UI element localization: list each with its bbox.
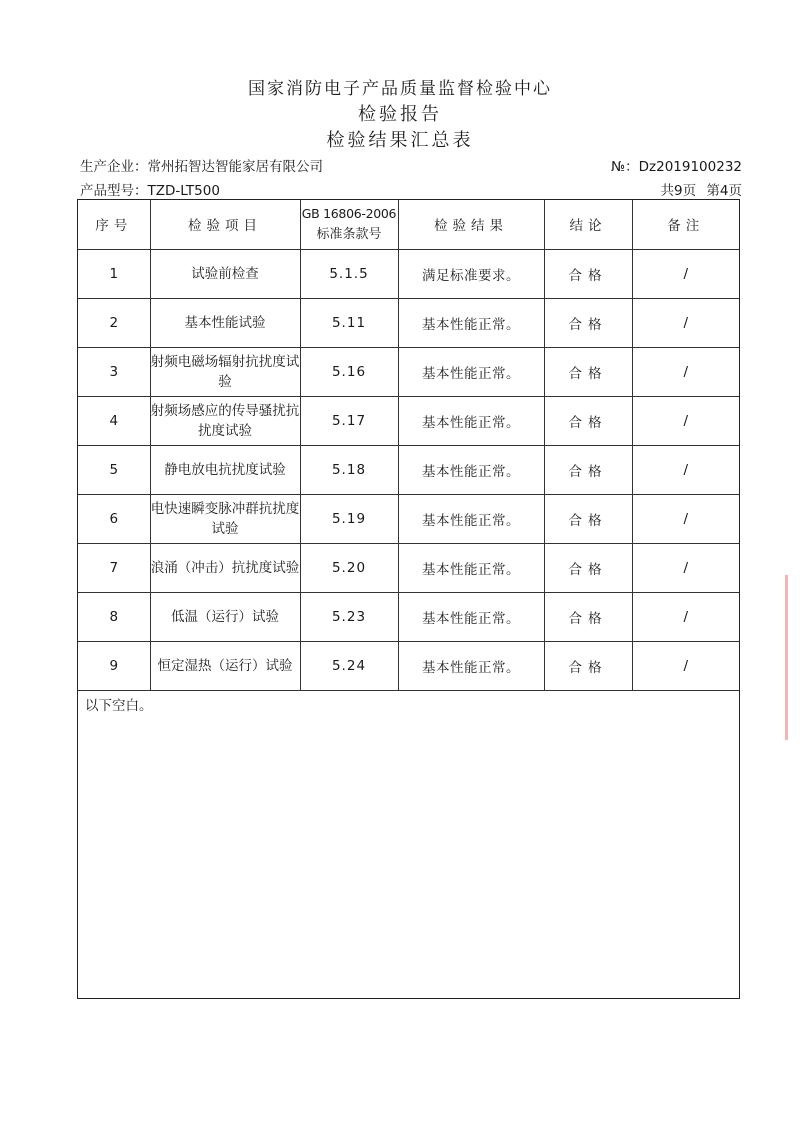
table-row <box>78 494 739 543</box>
header-standard-code: GB 16806-2006 <box>301 206 397 222</box>
header-remark: 备注 <box>632 200 739 249</box>
row-remark: / <box>632 445 739 494</box>
page-count: 共9页 第4页 <box>660 183 742 199</box>
row-item: 静电放电抗扰度试验 <box>150 445 300 494</box>
header-verdict: 结论 <box>544 200 632 249</box>
row-result: 基本性能正常。 <box>398 445 544 494</box>
row-clause: 5.24 <box>300 641 398 690</box>
table-row <box>78 298 739 347</box>
row-seq: 5 <box>78 445 150 494</box>
row-seq: 3 <box>78 347 150 396</box>
header-standard-label: 标准条款号 <box>316 227 382 243</box>
row-clause: 5.23 <box>300 592 398 641</box>
row-item: 试验前检查 <box>150 249 300 298</box>
table-row <box>78 445 739 494</box>
row-seq: 7 <box>78 543 150 592</box>
row-item: 浪涌（冲击）抗扰度试验 <box>150 543 300 592</box>
table-row <box>78 347 739 396</box>
row-clause: 5.17 <box>300 396 398 445</box>
report-title: 检验报告 <box>358 104 442 125</box>
row-clause: 5.19 <box>300 494 398 543</box>
row-clause: 5.11 <box>300 298 398 347</box>
model-line <box>80 179 220 199</box>
table-row <box>78 249 739 298</box>
row-verdict: 合格 <box>544 445 632 494</box>
blank-below-note: 以下空白。 <box>85 698 153 714</box>
company-name: 常州拓智达智能家居有限公司 <box>147 159 323 175</box>
row-remark: / <box>632 494 739 543</box>
row-seq: 4 <box>78 396 150 445</box>
header-result: 检验结果 <box>398 200 544 249</box>
row-clause: 5.1.5 <box>300 249 398 298</box>
report-number: №：Dz2019100232 <box>611 159 742 175</box>
row-verdict: 合格 <box>544 494 632 543</box>
row-result: 基本性能正常。 <box>398 543 544 592</box>
row-verdict: 合格 <box>544 592 632 641</box>
org-title: 国家消防电子产品质量监督检验中心 <box>248 79 552 99</box>
model-value: TZD-LT500 <box>147 183 220 199</box>
row-result: 基本性能正常。 <box>398 641 544 690</box>
row-seq: 9 <box>78 641 150 690</box>
seal-stamp-edge <box>785 575 800 740</box>
row-verdict: 合格 <box>544 298 632 347</box>
results-frame <box>77 199 740 999</box>
row-verdict: 合格 <box>544 396 632 445</box>
table-header-row <box>78 200 739 249</box>
table-row <box>78 396 739 445</box>
row-remark: / <box>632 298 739 347</box>
row-remark: / <box>632 249 739 298</box>
row-remark: / <box>632 592 739 641</box>
row-clause: 5.20 <box>300 543 398 592</box>
company-line <box>80 155 323 175</box>
row-remark: / <box>632 396 739 445</box>
row-item: 电快速瞬变脉冲群抗扰度试验 <box>150 494 300 543</box>
row-item: 射频电磁场辐射抗扰度试验 <box>150 347 300 396</box>
row-seq: 1 <box>78 249 150 298</box>
row-seq: 2 <box>78 298 150 347</box>
row-clause: 5.16 <box>300 347 398 396</box>
row-remark: / <box>632 543 739 592</box>
row-result: 基本性能正常。 <box>398 347 544 396</box>
table-row <box>78 592 739 641</box>
row-result: 基本性能正常。 <box>398 396 544 445</box>
row-clause: 5.18 <box>300 445 398 494</box>
header-standard <box>300 200 398 249</box>
row-seq: 8 <box>78 592 150 641</box>
row-verdict: 合格 <box>544 543 632 592</box>
row-result: 满足标准要求。 <box>398 249 544 298</box>
row-result: 基本性能正常。 <box>398 494 544 543</box>
table-row <box>78 641 739 690</box>
row-item: 恒定湿热（运行）试验 <box>150 641 300 690</box>
company-label: 生产企业： <box>80 159 148 175</box>
row-item: 射频场感应的传导骚扰抗扰度试验 <box>150 396 300 445</box>
table-row <box>78 543 739 592</box>
header-seq: 序号 <box>78 200 150 249</box>
row-remark: / <box>632 641 739 690</box>
model-label: 产品型号： <box>80 183 148 199</box>
summary-title: 检验结果汇总表 <box>326 130 474 151</box>
results-table <box>78 200 739 691</box>
row-verdict: 合格 <box>544 347 632 396</box>
row-item: 低温（运行）试验 <box>150 592 300 641</box>
row-result: 基本性能正常。 <box>398 298 544 347</box>
header-item: 检验项目 <box>150 200 300 249</box>
row-remark: / <box>632 347 739 396</box>
row-verdict: 合格 <box>544 249 632 298</box>
row-result: 基本性能正常。 <box>398 592 544 641</box>
row-seq: 6 <box>78 494 150 543</box>
row-verdict: 合格 <box>544 641 632 690</box>
row-item: 基本性能试验 <box>150 298 300 347</box>
